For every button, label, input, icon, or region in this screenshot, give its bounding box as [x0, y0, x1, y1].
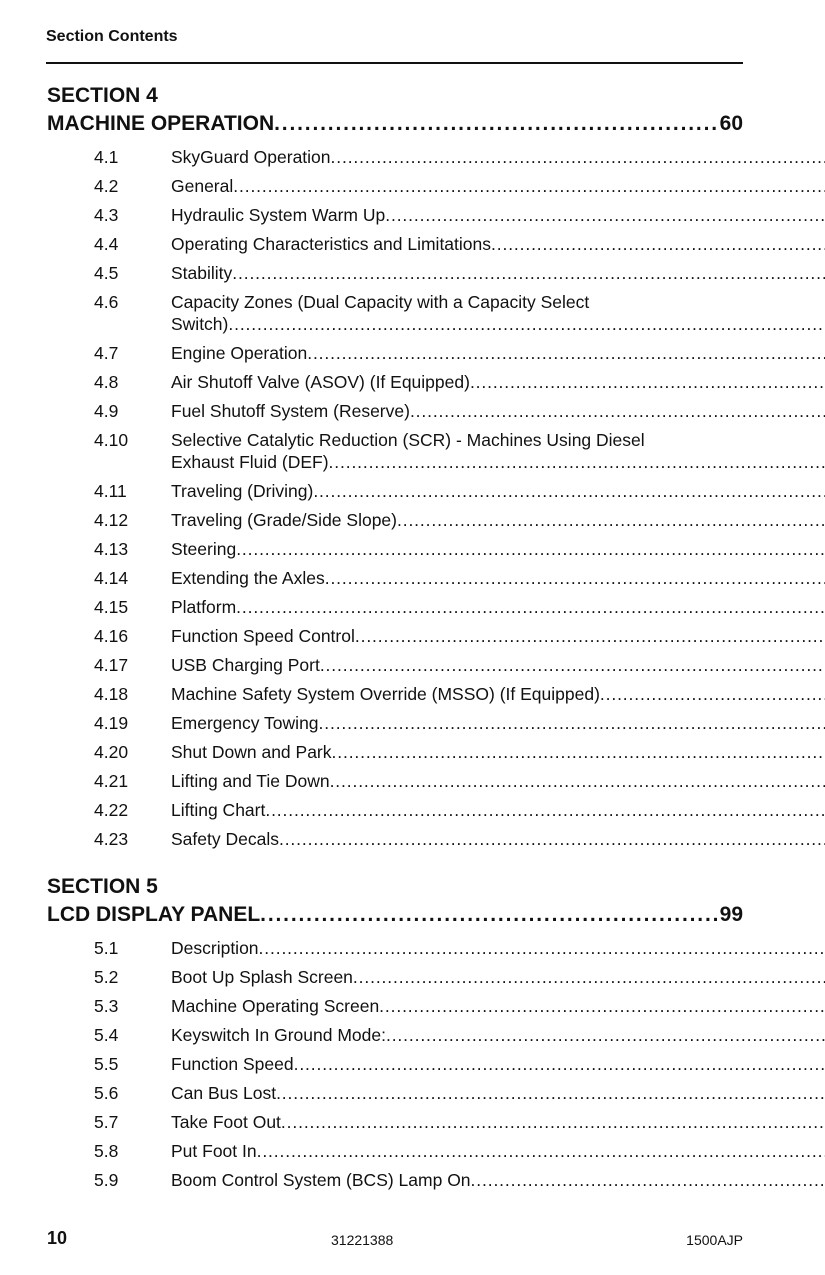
toc-entry[interactable]	[47, 175, 743, 197]
dot-leader	[471, 1169, 825, 1191]
dot-leader	[236, 538, 825, 560]
toc-entry-title: Put Foot In	[171, 1141, 257, 1161]
toc-entry-line	[171, 596, 825, 618]
toc-entry-title: Function Speed Control	[171, 626, 355, 646]
toc-entry-title: Stability	[171, 263, 233, 283]
toc-entry-body	[171, 429, 825, 473]
section-heading: SECTION 4	[47, 84, 158, 107]
toc-entry-number: 5.2	[94, 967, 119, 987]
toc-entry-line	[171, 1140, 825, 1162]
toc-entry-body	[171, 262, 825, 284]
toc-entry[interactable]	[47, 233, 743, 255]
toc-entry-line	[171, 451, 825, 473]
toc-entry-title: Extending the Axles	[171, 568, 325, 588]
toc-entry[interactable]	[47, 429, 743, 473]
dot-leader	[233, 175, 825, 197]
toc-entry[interactable]	[47, 654, 743, 676]
toc-entry-line	[171, 429, 825, 451]
toc-entry[interactable]	[47, 1082, 743, 1104]
toc-entry-line	[171, 262, 825, 284]
toc-entry-body	[171, 596, 825, 618]
toc-entry-number: 4.12	[94, 510, 129, 530]
toc-entry-number: 4.16	[94, 626, 129, 646]
dot-leader	[470, 371, 825, 393]
dot-leader	[276, 1082, 825, 1104]
toc-entry-number: 4.8	[94, 372, 119, 392]
dot-leader	[232, 262, 825, 284]
toc-entry-body	[171, 567, 825, 589]
toc-entry-title: Air Shutoff Valve (ASOV) (If Equipped)	[171, 372, 470, 392]
toc-entry-title: Take Foot Out	[171, 1112, 281, 1132]
dot-leader	[491, 233, 825, 255]
dot-leader	[600, 683, 825, 705]
toc-entry[interactable]	[47, 371, 743, 393]
toc-entry-line	[171, 1082, 825, 1104]
toc-entry-title: Lifting and Tie Down	[171, 771, 330, 791]
toc-entry-title: Lifting Chart	[171, 800, 266, 820]
toc-entry-body	[171, 828, 825, 850]
toc-entry-line	[171, 828, 825, 850]
toc-entry-title: Machine Safety System Override (MSSO) (If Equipped)	[171, 684, 600, 704]
toc-entry-number: 5.7	[94, 1112, 119, 1132]
toc-entry-body	[171, 770, 825, 792]
toc-entry-number: 4.6	[94, 292, 119, 312]
toc-entry-title: Operating Characteristics and Limitations	[171, 234, 492, 254]
toc-entry-line	[171, 683, 825, 705]
toc-entry-line	[171, 291, 825, 313]
toc-entry[interactable]	[47, 596, 743, 618]
toc-entry-title: Machine Operating Screen	[171, 996, 380, 1016]
toc-entry-number: 4.10	[94, 430, 129, 450]
dot-leader	[279, 828, 825, 850]
toc-entry-body	[171, 654, 825, 676]
toc-entry[interactable]	[47, 770, 743, 792]
toc-entry-number: 5.4	[94, 1025, 119, 1045]
dot-leader	[319, 712, 825, 734]
toc-entry-body	[171, 538, 825, 560]
dot-leader	[236, 596, 825, 618]
toc-entry-title: Can Bus Lost	[171, 1083, 277, 1103]
toc-entry-number: 4.9	[94, 401, 119, 421]
toc-entry-body	[171, 1082, 825, 1104]
toc-entry-line	[171, 1169, 825, 1191]
dot-leader	[397, 509, 825, 531]
toc-entry-body	[171, 1169, 825, 1191]
toc-entry-line	[171, 538, 825, 560]
toc-entry-body	[171, 712, 825, 734]
toc-entry-body	[171, 400, 825, 422]
toc-entry-title: Hydraulic System Warm Up	[171, 205, 386, 225]
toc-entry-number: 4.19	[94, 713, 129, 733]
page-header-title: Section Contents	[46, 28, 178, 45]
toc-entry-number: 5.1	[94, 938, 119, 958]
toc-entry-title: Selective Catalytic Reduction (SCR) - Machines Using Diesel	[171, 430, 645, 450]
dot-leader	[330, 770, 825, 792]
section-page-number: 99	[719, 903, 743, 926]
dot-leader	[386, 1024, 825, 1046]
toc-entry-title: Emergency Towing	[171, 713, 319, 733]
toc-entry-line	[171, 400, 825, 422]
toc-entry-line	[171, 1024, 825, 1046]
toc-entry-body	[171, 1140, 825, 1162]
toc-entry-line	[171, 204, 825, 226]
toc-entry-line	[171, 480, 825, 502]
section-5-block	[47, 873, 743, 1198]
toc-entry[interactable]	[47, 712, 743, 734]
toc-entry[interactable]	[47, 683, 743, 705]
toc-entry-line	[171, 966, 825, 988]
toc-entry-number: 4.4	[94, 234, 119, 254]
dot-leader	[228, 313, 825, 335]
toc-entry-number: 4.22	[94, 800, 129, 820]
toc-entry-body	[171, 625, 825, 647]
toc-entry-line	[171, 799, 825, 821]
toc-entry-line	[171, 371, 825, 393]
dot-leader	[260, 901, 719, 929]
toc-entry-title: Switch)	[171, 314, 229, 334]
toc-entry-title: Traveling (Driving)	[171, 481, 314, 501]
toc-entry-line	[171, 712, 825, 734]
toc-entry-line	[171, 1053, 825, 1075]
toc-entry-body	[171, 683, 825, 705]
toc-entry-number: 4.21	[94, 771, 129, 791]
toc-entry-body	[171, 291, 825, 335]
toc-entry-title: Description	[171, 938, 259, 958]
toc-entry-number: 4.13	[94, 539, 129, 559]
toc-entry-body	[171, 342, 825, 364]
toc-entry-title: Traveling (Grade/Side Slope)	[171, 510, 397, 530]
toc-entry[interactable]	[47, 937, 743, 959]
toc-entry-number: 5.9	[94, 1170, 119, 1190]
toc-entry-body	[171, 371, 825, 393]
toc-entry-number: 5.3	[94, 996, 119, 1016]
toc-entry-line	[171, 146, 825, 168]
toc-entry-number: 5.8	[94, 1141, 119, 1161]
dot-leader	[410, 400, 825, 422]
toc-entry[interactable]	[47, 262, 743, 284]
toc-entry-number: 4.20	[94, 742, 129, 762]
toc-entry-body	[171, 1024, 825, 1046]
toc-entry-number: 4.2	[94, 176, 119, 196]
section-4-block	[47, 82, 743, 857]
toc-entry-title: Boom Control System (BCS) Lamp On	[171, 1170, 471, 1190]
toc-entry-title: USB Charging Port	[171, 655, 320, 675]
toc-entry[interactable]	[47, 1053, 743, 1075]
dot-leader	[281, 1111, 825, 1133]
toc-entry-body	[171, 480, 825, 502]
section-title-row[interactable]	[47, 901, 743, 929]
dot-leader	[320, 654, 825, 676]
toc-entry[interactable]	[47, 567, 743, 589]
toc-entry-number: 4.23	[94, 829, 129, 849]
toc-entry[interactable]	[47, 538, 743, 560]
toc-entry[interactable]	[47, 204, 743, 226]
toc-entry-line	[171, 654, 825, 676]
toc-entry[interactable]	[47, 1111, 743, 1133]
toc-entry[interactable]	[47, 966, 743, 988]
toc-entry-list	[47, 937, 743, 1191]
toc-entry[interactable]	[47, 480, 743, 502]
toc-entry[interactable]	[47, 741, 743, 763]
toc-entry-title: Capacity Zones (Dual Capacity with a Capacity Select	[171, 292, 590, 312]
toc-entry[interactable]	[47, 828, 743, 850]
section-page-number: 60	[719, 112, 743, 135]
footer-doc-number: 31221388	[331, 1232, 394, 1248]
toc-entry-title: Platform	[171, 597, 237, 617]
footer-page-number: 10	[47, 1228, 68, 1248]
toc-entry[interactable]	[47, 1140, 743, 1162]
dot-leader	[274, 110, 720, 138]
toc-entry-title: Exhaust Fluid (DEF)	[171, 452, 329, 472]
toc-entry-line	[171, 1111, 825, 1133]
toc-entry-line	[171, 342, 825, 364]
toc-entry-body	[171, 1053, 825, 1075]
toc-entry[interactable]	[47, 342, 743, 364]
toc-entry-number: 4.17	[94, 655, 129, 675]
toc-entry-body	[171, 741, 825, 763]
dot-leader	[385, 204, 825, 226]
dot-leader	[331, 146, 825, 168]
toc-entry-number: 4.18	[94, 684, 129, 704]
dot-leader	[265, 799, 825, 821]
dot-leader	[257, 1140, 825, 1162]
toc-entry-line	[171, 741, 825, 763]
dot-leader	[307, 342, 825, 364]
toc-entry[interactable]	[47, 799, 743, 821]
toc-entry-title: Keyswitch In Ground Mode:	[171, 1025, 386, 1045]
toc-entry-number: 4.5	[94, 263, 119, 283]
toc-entry[interactable]	[47, 400, 743, 422]
toc-entry-title: Function Speed	[171, 1054, 294, 1074]
toc-entry[interactable]	[47, 146, 743, 168]
toc-entry-line	[171, 509, 825, 531]
toc-entry-body	[171, 146, 825, 168]
toc-entry-body	[171, 509, 825, 531]
toc-entry-line	[171, 175, 825, 197]
dot-leader	[294, 1053, 825, 1075]
toc-entry-title: Fuel Shutoff System (Reserve)	[171, 401, 410, 421]
toc-entry-title: Boot Up Splash Screen	[171, 967, 353, 987]
toc-entry[interactable]	[47, 1024, 743, 1046]
toc-entry-title: Safety Decals	[171, 829, 279, 849]
section-title-row[interactable]	[47, 110, 743, 138]
toc-entry-number: 4.11	[94, 481, 127, 501]
dot-leader	[355, 625, 825, 647]
dot-leader	[332, 741, 825, 763]
dot-leader	[379, 995, 825, 1017]
toc-entry-body	[171, 233, 825, 255]
section-heading: SECTION 5	[47, 875, 158, 898]
dot-leader	[353, 966, 825, 988]
toc-entry[interactable]	[47, 625, 743, 647]
dot-leader	[329, 451, 825, 473]
toc-entry[interactable]	[47, 291, 743, 335]
dot-leader	[259, 937, 825, 959]
toc-entry-number: 5.6	[94, 1083, 119, 1103]
toc-entry-body	[171, 966, 825, 988]
toc-entry-body	[171, 175, 825, 197]
toc-entry-line	[171, 567, 825, 589]
toc-entry[interactable]	[47, 995, 743, 1017]
toc-entry-number: 4.1	[94, 147, 119, 167]
section-title: MACHINE OPERATION	[47, 112, 275, 135]
toc-entry[interactable]	[47, 1169, 743, 1191]
toc-entry-title: SkyGuard Operation	[171, 147, 331, 167]
toc-entry-body	[171, 937, 825, 959]
toc-entry-number: 4.7	[94, 343, 119, 363]
footer-model: 1500AJP	[686, 1232, 743, 1248]
toc-entry-line	[171, 625, 825, 647]
section-title: LCD DISPLAY PANEL	[47, 903, 261, 926]
header-divider	[46, 62, 743, 64]
toc-entry-body	[171, 995, 825, 1017]
toc-entry-line	[171, 233, 825, 255]
toc-entry-title: Shut Down and Park	[171, 742, 332, 762]
dot-leader	[325, 567, 825, 589]
toc-entry[interactable]	[47, 509, 743, 531]
toc-entry-number: 5.5	[94, 1054, 119, 1074]
toc-entry-title: Engine Operation	[171, 343, 308, 363]
toc-entry-title: Steering	[171, 539, 237, 559]
toc-entry-number: 4.15	[94, 597, 129, 617]
toc-entry-number: 4.3	[94, 205, 119, 225]
toc-entry-title: General	[171, 176, 234, 196]
toc-entry-line	[171, 937, 825, 959]
toc-entry-body	[171, 799, 825, 821]
toc-entry-list	[47, 146, 743, 850]
dot-leader	[313, 480, 825, 502]
toc-entry-line	[171, 770, 825, 792]
toc-entry-line	[171, 313, 825, 335]
toc-entry-body	[171, 1111, 825, 1133]
toc-entry-number: 4.14	[94, 568, 129, 588]
toc-entry-body	[171, 204, 825, 226]
toc-entry-line	[171, 995, 825, 1017]
